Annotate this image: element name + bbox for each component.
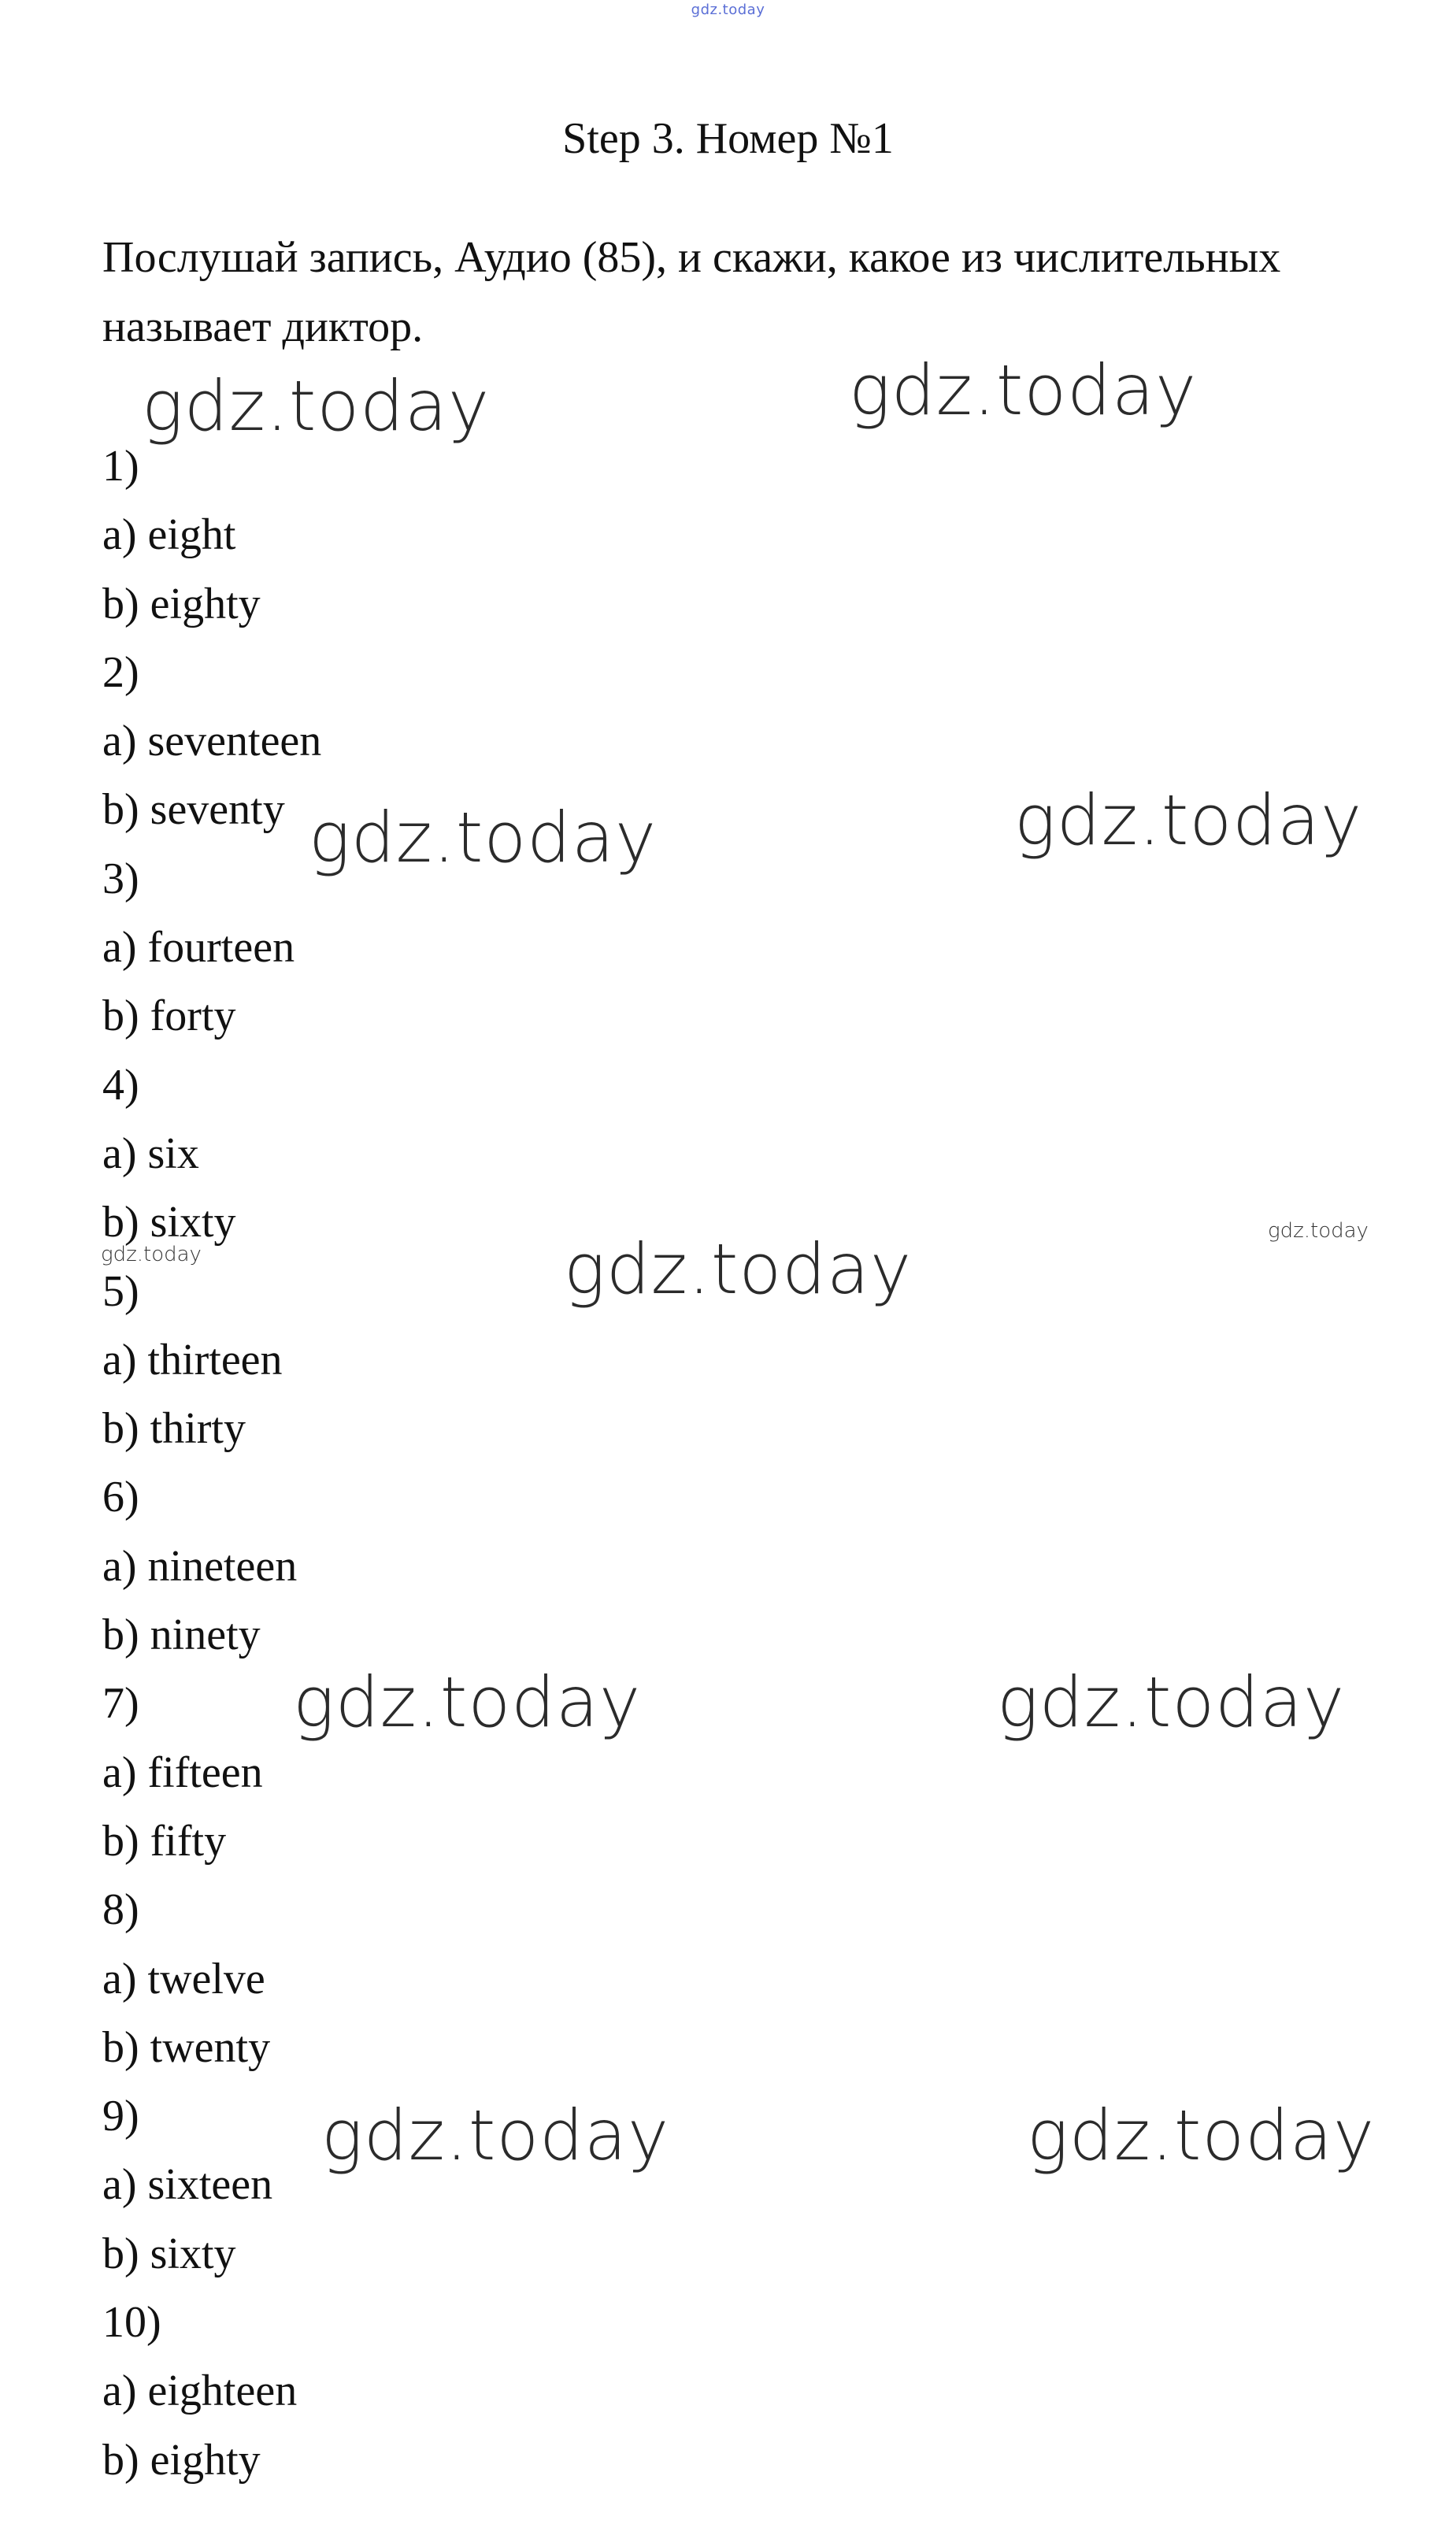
- option-a: a) seventeen: [102, 717, 322, 766]
- question-number: 1): [102, 442, 139, 491]
- small-watermark: gdz.today: [1268, 1219, 1369, 1243]
- option-b: b) twenty: [102, 2022, 271, 2072]
- question-number: 3): [102, 854, 139, 903]
- watermark: gdz.today: [849, 350, 1198, 431]
- question-number: 9): [102, 2092, 139, 2141]
- watermark: gdz.today: [309, 797, 658, 878]
- answer-list: [102, 432, 321, 2495]
- option-b: b) sixty: [102, 2229, 236, 2278]
- option-a: a) thirteen: [102, 1335, 283, 1384]
- option-b: b) eighty: [102, 579, 261, 628]
- question-number: 7): [102, 1679, 139, 1729]
- watermark: gdz.today: [321, 2095, 670, 2176]
- question-number: 4): [102, 1060, 139, 1110]
- option-a: a) eighteen: [102, 2366, 298, 2416]
- exercise-instruction: Послушай запись, Аудио (85), и скажи, какое из числительных называет диктор.: [102, 233, 1281, 351]
- option-a: a) eight: [102, 510, 236, 560]
- option-b: b) forty: [102, 991, 236, 1041]
- option-a: a) six: [102, 1129, 199, 1178]
- option-b: b) thirty: [102, 1404, 246, 1454]
- watermark: gdz.today: [293, 1662, 642, 1743]
- option-b: b) sixty: [102, 1198, 236, 1247]
- option-b: b) eighty: [102, 2435, 261, 2485]
- small-watermark: gdz.today: [101, 1243, 202, 1266]
- option-a: a) twelve: [102, 1954, 265, 2003]
- option-a: a) fifteen: [102, 1748, 263, 1797]
- question-number: 2): [102, 647, 139, 697]
- watermark: gdz.today: [1014, 780, 1363, 861]
- option-b: b) fifty: [102, 1816, 227, 1866]
- option-a: a) fourteen: [102, 923, 295, 973]
- page-title: Step 3. Номер №1: [562, 114, 894, 163]
- question-number: 10): [102, 2298, 161, 2348]
- question-number: 5): [102, 1266, 139, 1316]
- question-number: 8): [102, 1885, 139, 1935]
- header-watermark: gdz.today: [691, 2, 765, 18]
- watermark: gdz.today: [1027, 2095, 1376, 2176]
- watermark: gdz.today: [997, 1662, 1346, 1743]
- question-number: 6): [102, 1473, 139, 1522]
- option-a: a) nineteen: [102, 1541, 298, 1591]
- option-b: b) seventy: [102, 785, 285, 835]
- option-a: a) sixteen: [102, 2160, 273, 2210]
- watermark: gdz.today: [564, 1229, 913, 1310]
- option-b: b) ninety: [102, 1610, 261, 1660]
- watermark: gdz.today: [142, 365, 491, 447]
